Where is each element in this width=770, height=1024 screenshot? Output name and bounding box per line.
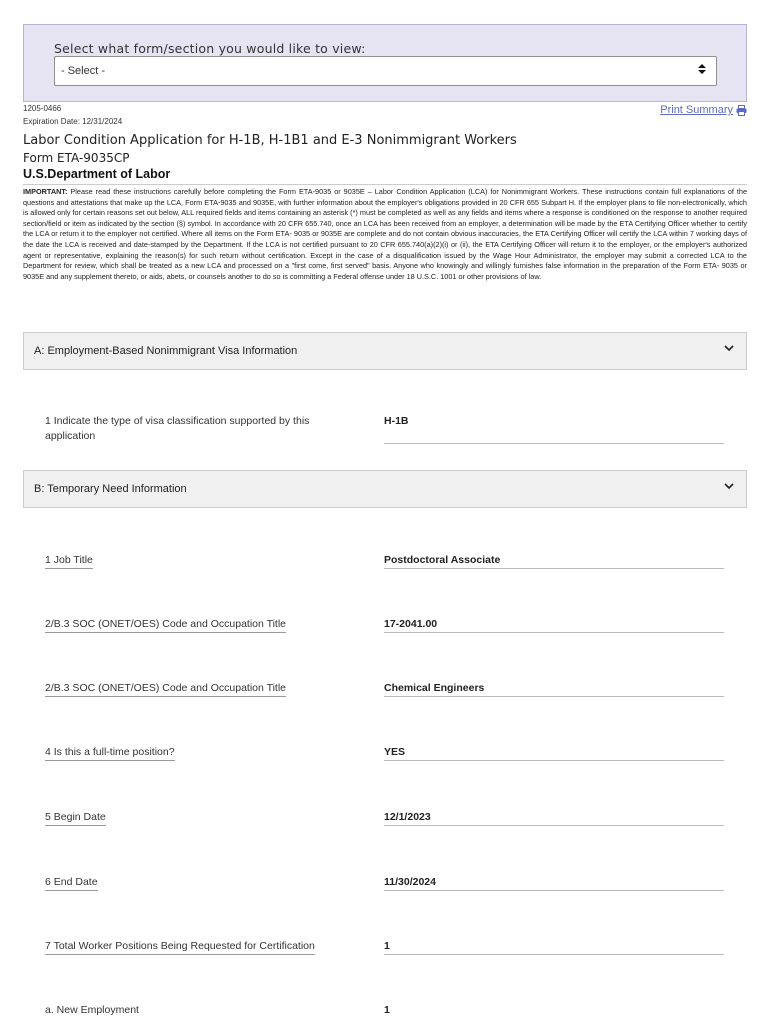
section-b-title: B: Temporary Need Information xyxy=(34,483,187,495)
field-label: 7 Total Worker Positions Being Requested for Certification xyxy=(45,939,315,955)
field-value: 1 xyxy=(384,1004,390,1016)
printer-icon xyxy=(736,105,747,116)
field-value: Chemical Engineers xyxy=(384,681,724,697)
field-value: H-1B xyxy=(384,414,724,444)
select-caret-icon xyxy=(698,64,706,74)
chevron-down-icon xyxy=(724,342,734,356)
field-value: YES xyxy=(384,745,724,761)
field-row-full-time xyxy=(45,745,724,765)
important-instructions xyxy=(23,184,747,282)
field-row-visa-classification xyxy=(45,414,724,442)
selector-label: Select what form/section you would like to view: xyxy=(54,41,366,56)
field-row-total-positions xyxy=(45,939,724,959)
section-a-header[interactable] xyxy=(23,332,747,370)
section-a-title: A: Employment-Based Nonimmigrant Visa Information xyxy=(34,345,298,357)
field-value: 1 xyxy=(384,939,724,955)
field-row-occupation-title xyxy=(45,681,724,701)
select-value: - Select - xyxy=(61,65,106,77)
field-value: 12/1/2023 xyxy=(384,810,724,826)
field-value: 11/30/2024 xyxy=(384,875,724,891)
field-label: 2/B.3 SOC (ONET/OES) Code and Occupation Title xyxy=(45,617,286,633)
chevron-down-icon xyxy=(724,480,734,494)
field-row-end-date xyxy=(45,875,724,895)
omb-number: 1205-0466 xyxy=(23,104,62,113)
field-label: a. New Employment xyxy=(45,1004,139,1016)
important-lead: IMPORTANT: xyxy=(23,187,68,196)
form-section-selector-panel xyxy=(23,24,747,102)
field-value: 17-2041.00 xyxy=(384,617,724,633)
print-summary-label: Print Summary xyxy=(660,104,733,116)
department-name: U.S.Department of Labor xyxy=(23,167,171,181)
field-label: 5 Begin Date xyxy=(45,810,106,826)
form-section-select[interactable] xyxy=(54,56,717,86)
field-label: 4 Is this a full-time position? xyxy=(45,745,175,761)
application-title: Labor Condition Application for H-1B, H-1B1 and E-3 Nonimmigrant Workers xyxy=(23,133,517,148)
field-label: 2/B.3 SOC (ONET/OES) Code and Occupation Title xyxy=(45,681,286,697)
expiration-date: Expiration Date: 12/31/2024 xyxy=(23,117,123,126)
important-text: Please read these instructions carefully before completing the Form ETA-9035 or 9035E – Labor Condition Application (LCA) for Nonimmigrant Workers. These instructions contain full explanations of the questions and attestations that make up the LCA, Form ETA-9035 and 9035E, with further information about the employer's obligations provided in 20 CFR 655 Subpart H. If the employer plans to file non-electronically, which is allowed only for certain reasons set out below, ALL required fields and items containing an asterisk (*) must be completed as well as any fields and items where a response is conditioned on the response to another required section/field or item as indicated by the section (§) symbol. In accordance with 20 CFR 655.740, once an LCA has been received from an employer, a determination will be made by the ETA Certifying Officer whether to certify the LCA or return it to the employer not certified. Where all items on the Form ETA- 9035 or 9035E are complete and do not contain obvious inaccuracies, the ETA Certifying Officer will certify the LCA within 7 working days of the date the LCA is received and date-stamped by the Department. If the LCA is not certified pursuant to 20 CFR 655.740(a)(2)(i) or (ii), the ETA Certifying Officer will return it to the employer, or the employer's authorized agent or representative, explaining the reason(s) for such return without certification. Except in the case of a disqualification issued by the Wage Hour Administrator, the employer may submit a corrected LCA to the Department for review, which shall be treated as a new LCA and processed on a "first come, first served" basis. Anyone who knowingly and willingly furnishes false information in the preparation of the Form ETA- 9035 or 9035E and any supplement thereto, or aids, abets, or counsels another to do so is committing a Federal offense under 18 U.S.C. 1001 or other provisions of law. xyxy=(23,187,747,281)
form-name: Form ETA-9035CP xyxy=(23,151,130,165)
field-label: 1 Indicate the type of visa classification supported by this application xyxy=(45,415,310,442)
field-label: 6 End Date xyxy=(45,875,98,891)
field-row-soc-code xyxy=(45,617,724,637)
section-b-header[interactable] xyxy=(23,470,747,508)
field-row-new-employment xyxy=(45,1003,724,1023)
print-summary-link[interactable] xyxy=(660,104,747,116)
field-row-job-title xyxy=(45,553,724,573)
field-label: 1 Job Title xyxy=(45,553,93,569)
field-row-begin-date xyxy=(45,810,724,830)
field-value: Postdoctoral Associate xyxy=(384,553,724,569)
